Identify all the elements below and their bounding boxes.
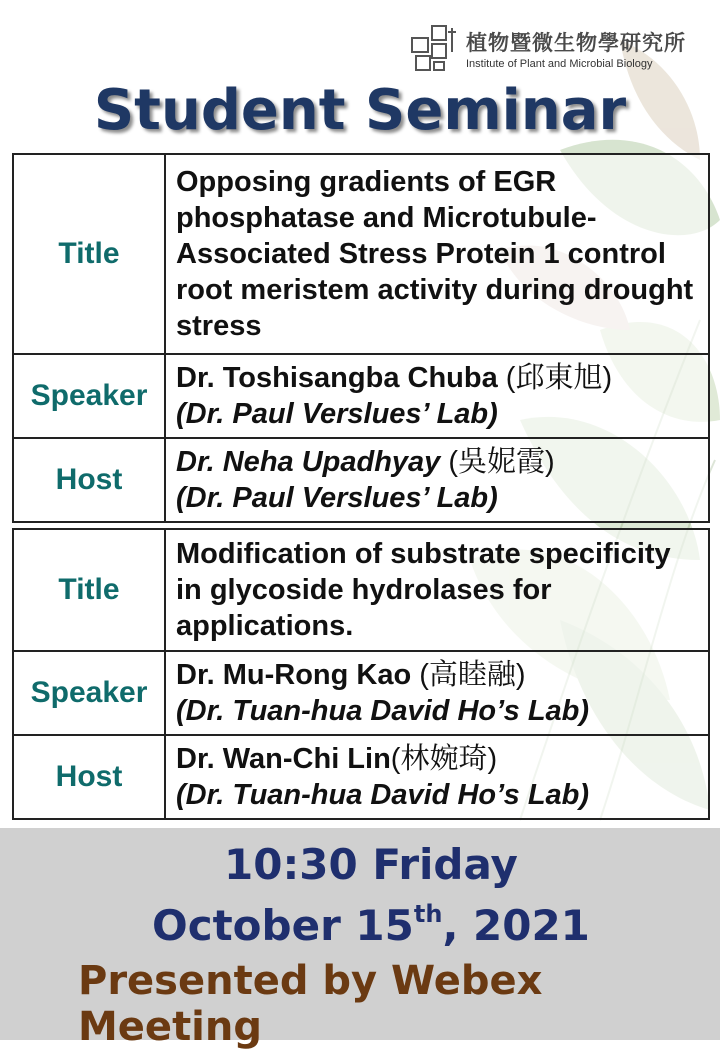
talk-title: Opposing gradients of EGR phosphatase and Microtubule-Associated Stress Protein 1 control root meristem activity during drought stress [165,154,709,354]
host-name: Dr. Wan-Chi Lin [176,743,391,775]
event-time: 10:30 Friday [224,840,518,889]
speaker-lab: (Dr. Tuan-hua David Ho’s Lab) [176,695,590,727]
speaker-name: Dr. Mu-Rong Kao [176,659,412,691]
event-date [152,900,590,950]
title-label: Title [13,529,165,651]
host-row [13,735,709,819]
speaker-label: Speaker [13,651,165,735]
title-row [13,154,709,354]
date-year: , 2021 [442,901,590,950]
date-prefix: October 15 [152,901,414,950]
institute-name-zh: 植物暨微生物學研究所 [466,30,686,55]
host-name-zh: (吳妮霞) [448,446,555,478]
speaker-lab: (Dr. Paul Verslues’ Lab) [176,398,498,430]
institute-name-en: Institute of Plant and Microbial Biology [466,57,653,70]
host-label: Host [13,438,165,522]
poster-title: Student Seminar [93,78,627,143]
speaker-row [13,651,709,735]
host-cell [165,735,709,819]
institute-emblem-icon [408,22,460,74]
host-name: Dr. Neha Upadhyay [176,446,441,478]
institute-logo [408,22,686,74]
seminar-table-2 [12,528,710,820]
speaker-name: Dr. Toshisangba Chuba [176,362,498,394]
talk-title: Modification of substrate specificity in glycoside hydrolases for applications. [165,529,709,651]
host-row [13,438,709,522]
speaker-row [13,354,709,438]
presentation-method: Presented by Webex Meeting [78,958,543,1050]
host-lab: (Dr. Tuan-hua David Ho’s Lab) [176,779,590,811]
speaker-name-zh: (高睦融) [419,659,526,691]
title-label: Title [13,154,165,354]
speaker-name-zh: (邱東旭) [505,362,613,394]
speaker-label: Speaker [13,354,165,438]
speaker-cell [165,651,709,735]
date-suffix-sup: th [413,900,443,928]
host-label: Host [13,735,165,819]
title-row [13,529,709,651]
host-name-zh: (林婉琦) [390,743,498,775]
host-lab: (Dr. Paul Verslues’ Lab) [176,482,498,514]
host-cell [165,438,709,522]
seminar-table-1 [12,153,710,523]
speaker-cell [165,354,709,438]
